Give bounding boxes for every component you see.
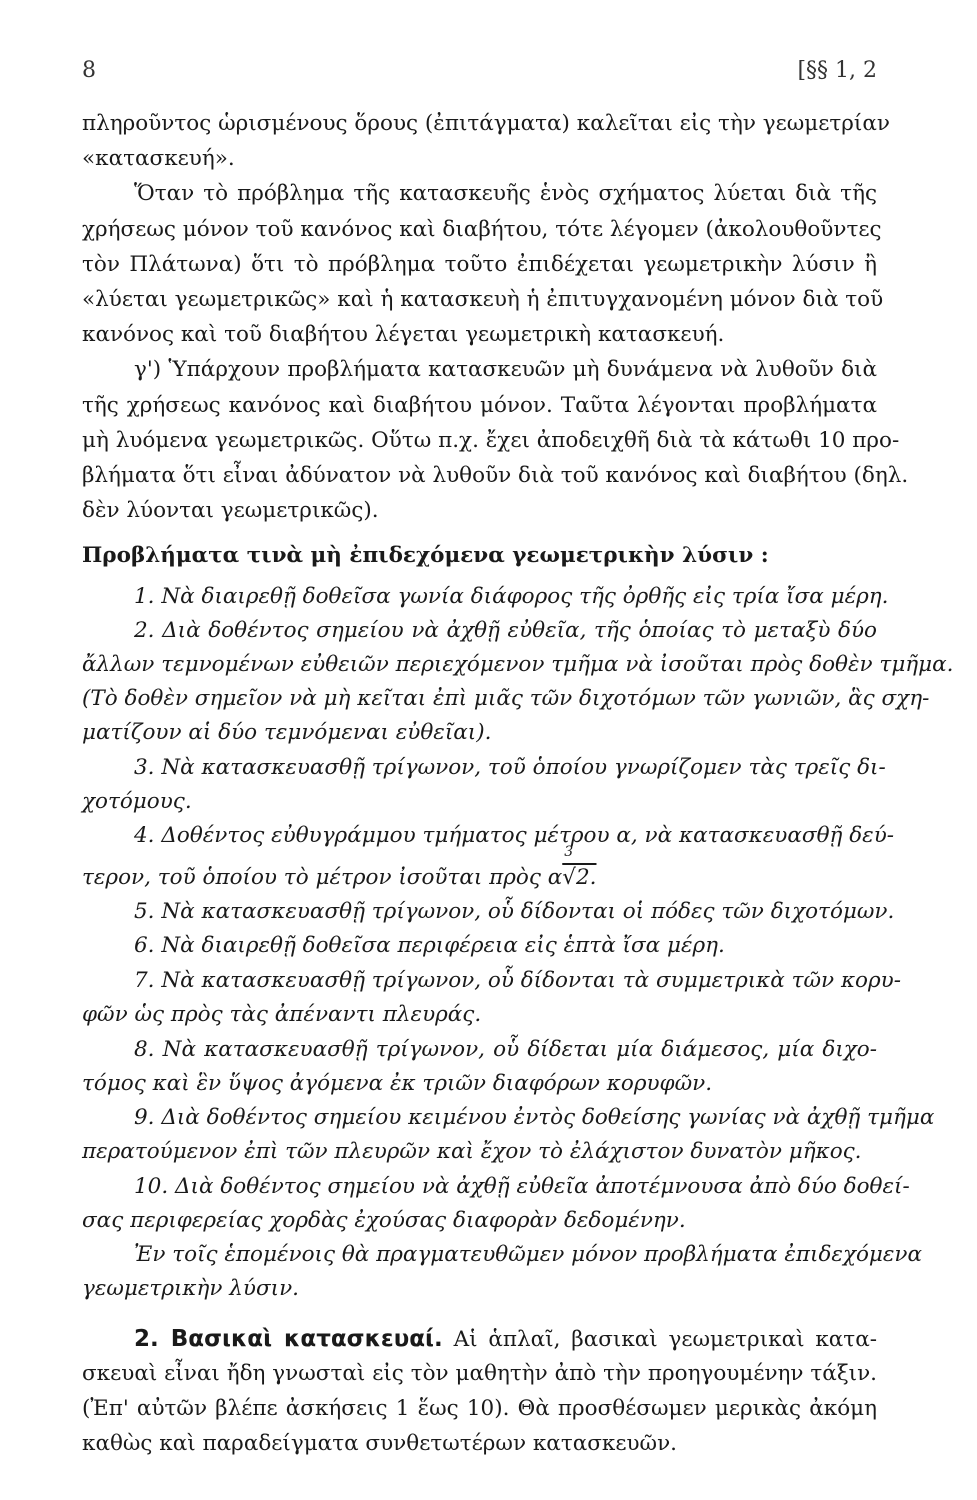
text-line: σκευαὶ εἶναι ἤδη γνωσταὶ εἰς τὸν μαθητὴν ἀπὸ τὴν προηγουμένην τάξιν. (82, 1361, 877, 1386)
problem-item: 5. Νὰ κατασκευασθῇ τρίγωνον, οὗ δίδονται οἱ πόδες τῶν διχοτόμων. (134, 899, 895, 924)
text-line: «λύεται γεωμετρικῶς» καὶ ἡ κατασκευὴ ἡ ἐπιτυγχανομένη μόνον διὰ τοῦ (82, 287, 884, 312)
section-reference: [§§ 1, 2 (797, 58, 877, 83)
text-line: τὸν Πλάτωνα) ὅτι τὸ πρόβλημα τοῦτο ἐπιδέχεται γεωμετρικὴν λύσιν ἢ (82, 252, 877, 277)
section-2-title: 2. Βασικαὶ κατασκευαί. (134, 1326, 443, 1352)
text-line: περατούμενον ἐπὶ τῶν πλευρῶν καὶ ἔχον τὸ ἐλάχιστον δυνατὸν μῆκος. (82, 1139, 862, 1164)
text-line: γεωμετρικὴν λύσιν. (82, 1276, 299, 1301)
problem-item: 1. Νὰ διαιρεθῇ δοθεῖσα γωνία διάφορος τῆς ὀρθῆς εἰς τρία ἴσα μέρη. (134, 584, 889, 609)
text-line: (Τὸ δοθὲν σημεῖον νὰ μὴ κεῖται ἐπὶ μιᾶς τῶν διχοτόμων τῶν γωνιῶν, ἃς σχη- (82, 686, 930, 711)
problem-item: 10. Διὰ δοθέντος σημείου νὰ ἀχθῇ εὐθεῖα ἀποτέμνουσα ἀπὸ δύο δοθεί- (134, 1174, 910, 1199)
text-segment: Αἱ ἁπλαῖ, βασικαὶ γεωμετρικαὶ κατα- (453, 1327, 877, 1352)
text-line: κανόνος καὶ τοῦ διαβήτου λέγεται γεωμετρικὴ κατασκευή. (82, 322, 725, 347)
text-line (82, 844, 597, 894)
text-line: γ') Ὑπάρχουν προβλήματα κατασκευῶν μὴ δυνάμενα νὰ λυθοῦν διὰ (134, 357, 877, 382)
problem-item: 4. Δοθέντος εὐθυγράμμου τμήματος μέτρου α, νὰ κατασκευασθῇ δεύ- (134, 823, 895, 848)
problem-item: 8. Νὰ κατασκευασθῇ τρίγωνον, οὗ δίδεται μία διάμεσος, μία διχο- (134, 1037, 877, 1062)
root-index: 3 (564, 844, 574, 860)
section-2-first-line (82, 1323, 877, 1356)
problem-item: 9. Διὰ δοθέντος σημείου κειμένου ἐντὸς δοθείσης γωνίας νὰ ἀχθῇ τμῆμα (134, 1105, 935, 1130)
text-line: τόμος καὶ ἓν ὕψος ἀγόμενα ἐκ τριῶν διαφόρων κορυφῶν. (82, 1071, 713, 1096)
text-line: δὲν λύονται γεωμετρικῶς). (82, 498, 379, 523)
text-line: βλήματα ὅτι εἶναι ἀδύνατον νὰ λυθοῦν διὰ τοῦ κανόνος καὶ διαβήτου (δηλ. (82, 463, 909, 488)
text-line: Ἐν τοῖς ἑπομένοις θὰ πραγματευθῶμεν μόνον προβλήματα ἐπιδεχόμενα (134, 1242, 923, 1267)
text-line: (Ἐπ' αὐτῶν βλέπε ἀσκήσεις 1 ἕως 10). Θὰ προσθέσωμεν μερικὰς ἀκόμη (82, 1396, 877, 1421)
text-line: ματίζουν αἱ δύο τεμνόμεναι εὐθεῖαι). (82, 720, 492, 745)
text-line: τῆς χρήσεως κανόνος καὶ διαβήτου μόνον. Ταῦτα λέγονται προβλήματα (82, 393, 877, 418)
text-line: καθὼς καὶ παραδείγματα συνθετωτέρων κατασκευῶν. (82, 1431, 677, 1456)
text-segment: τερον, τοῦ ὁποίου τὸ μέτρον ἰσοῦται πρὸς α (82, 865, 563, 890)
radicand: √2. (562, 865, 597, 890)
text-line: χοτόμους. (82, 789, 192, 814)
problem-item: 7. Νὰ κατασκευασθῇ τρίγωνον, οὗ δίδονται τὰ συμμετρικὰ τῶν κορυ- (134, 968, 901, 993)
problem-item: 6. Νὰ διαιρεθῇ δοθεῖσα περιφέρεια εἰς ἑπτὰ ἴσα μέρη. (134, 933, 725, 958)
text-line: ἄλλων τεμνομένων εὐθειῶν περιεχόμενον τμῆμα νὰ ἰσοῦται πρὸς δοθὲν τμῆμα. (82, 652, 954, 677)
problem-item: 3. Νὰ κατασκευασθῇ τρίγωνον, τοῦ ὁποίου γνωρίζομεν τὰς τρεῖς δι- (134, 755, 886, 780)
cube-root (562, 844, 597, 894)
problem-item: 2. Διὰ δοθέντος σημείου νὰ ἀχθῇ εὐθεῖα, τῆς ὁποίας τὸ μεταξὺ δύο (134, 618, 877, 643)
text-line: σας περιφερείας χορδὰς ἐχούσας διαφορὰν δεδομένην. (82, 1208, 686, 1233)
text-line: μὴ λυόμενα γεωμετρικῶς. Οὕτω π.χ. ἔχει ἀποδειχθῆ διὰ τὰ κάτωθι 10 προ- (82, 428, 900, 453)
text-line: φῶν ὡς πρὸς τὰς ἀπέναντι πλευράς. (82, 1002, 482, 1027)
page-number: 8 (82, 58, 96, 83)
text-line: Ὅταν τὸ πρόβλημα τῆς κατασκευῆς ἑνὸς σχήματος λύεται διὰ τῆς (134, 181, 877, 206)
text-line: χρήσεως μόνον τοῦ κανόνος καὶ διαβήτου, τότε λέγομεν (ἀκολουθοῦντες (82, 217, 882, 242)
text-line: πληροῦντος ὡρισμένους ὅρους (ἐπιτάγματα) καλεῖται εἰς τὴν γεωμετρίαν (82, 111, 890, 136)
problems-heading: Προβλήματα τινὰ μὴ ἐπιδεχόμενα γεωμετρικὴν λύσιν : (82, 543, 769, 568)
text-line: «κατασκευή». (82, 146, 235, 171)
